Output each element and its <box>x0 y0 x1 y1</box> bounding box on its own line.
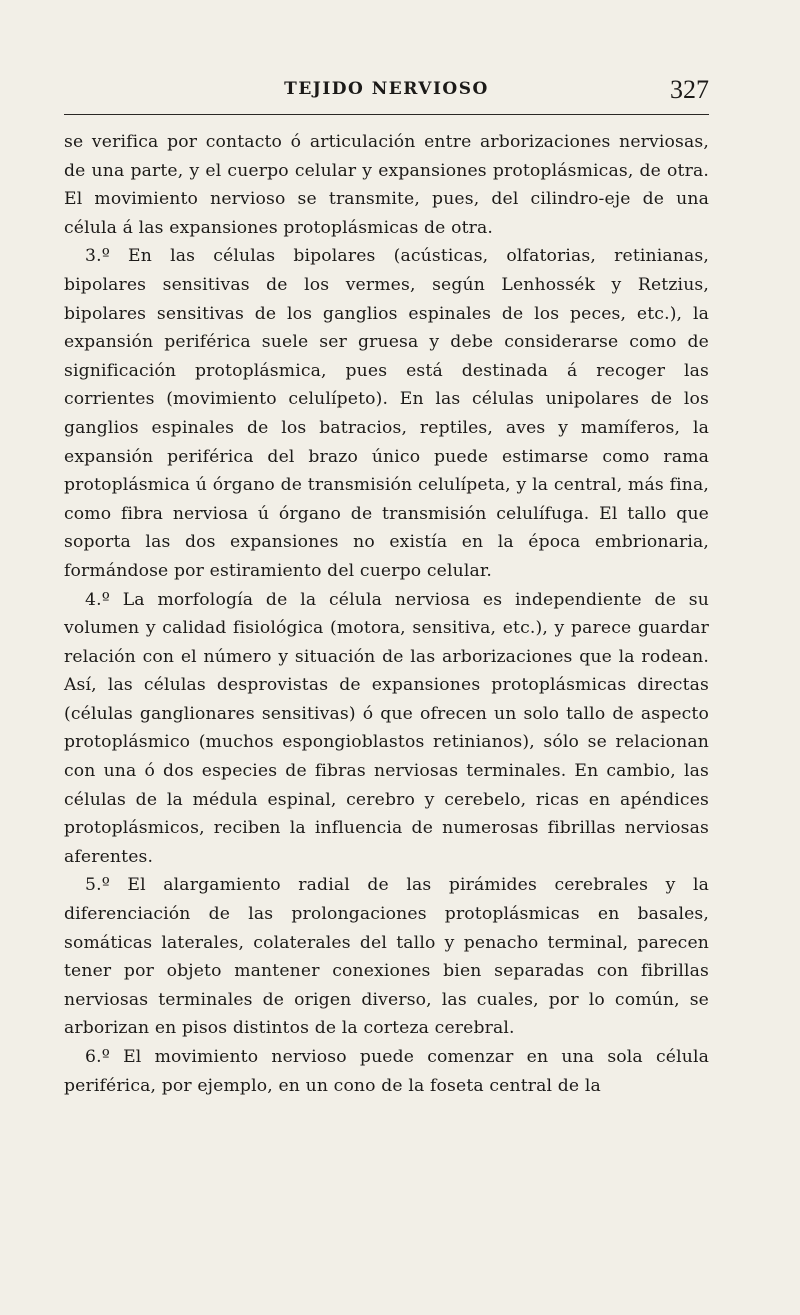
paragraph-5: 5.º El alargamiento radial de las pirámides cerebrales y la diferenciación de las prolongaciones protoplásmicas en basales, somáticas laterales, colaterales del tallo y penacho terminal, parecen tener por objeto mantener conexiones bien separadas con fibrillas nerviosas terminales de origen diverso, las cuales, por lo común, se arborizan en pisos distintos de la corteza cerebral. <box>64 875 709 1039</box>
paragraph-3: 3.º En las células bipolares (acústicas, olfatorias, retinianas, bipolares sensitivas de los vermes, según Lenhossék y Retzius, bipolares sensitivas de los ganglios espinales de los peces, etc.), la expansión periférica suele ser gruesa y debe considerarse como de significación protoplásmica, pues está destinada á recoger las corrientes (movimiento celulípeto). En las células unipolares de los ganglios espinales de los batracios, reptiles, aves y mamíferos, la expansión periférica del brazo único puede estimarse como rama protoplásmica ú órgano de transmisión celulípeta, y la central, más fina, como fibra nerviosa ú órgano de transmisión celulífuga. El tallo que soporta las dos expansiones no existía en la época embrionaria, formándose por estiramiento del cuerpo celular. <box>64 246 709 581</box>
body-text <box>64 128 709 1100</box>
paragraph-6: 6.º El movimiento nervioso puede comenzar en una sola célula periférica, por ejemplo, en un cono de la foseta central de la <box>64 1047 709 1096</box>
header-rule <box>64 114 709 115</box>
page-number: 327 <box>670 75 709 104</box>
paragraph-continuation: se verifica por contacto ó articulación entre arborizaciones nerviosas, de una parte, y el cuerpo celular y expansiones protoplásmicas, de otra. El movimiento nervioso se transmite, pues, del cilindro-eje de una célula á las expansiones protoplásmicas de otra. <box>64 132 709 238</box>
page-header <box>64 75 709 109</box>
running-title: TEJIDO NERVIOSO <box>284 79 489 99</box>
paragraph-4: 4.º La morfología de la célula nerviosa es independiente de su volumen y calidad fisiológica (motora, sensitiva, etc.), y parece guardar relación con el número y situación de las arborizaciones que la rodean. Así, las células desprovistas de expansiones protoplásmicas directas (células ganglionares sensitivas) ó que ofrecen un solo tallo de aspecto protoplásmico (muchos espongioblastos retinianos), sólo se relacionan con una ó dos especies de fibras nerviosas terminales. En cambio, las células de la médula espinal, cerebro y cerebelo, ricas en apéndices protoplásmicos, reciben la influencia de numerosas fibrillas nerviosas aferentes. <box>64 589 709 867</box>
